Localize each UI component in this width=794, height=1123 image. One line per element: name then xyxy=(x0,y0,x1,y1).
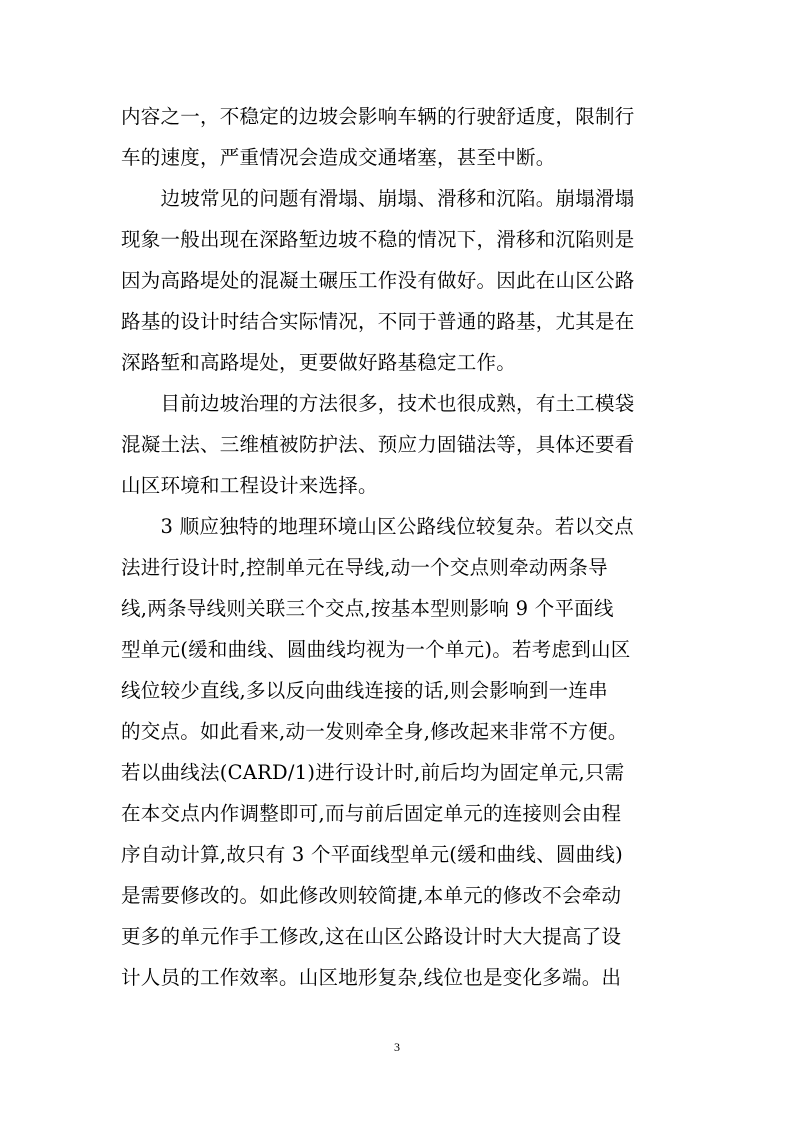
text-line: 3 顺应独特的地理环境山区公路线位较复杂。若以交点 xyxy=(121,515,634,538)
text-line: 线位较少直线,多以反向曲线连接的话,则会影响到一连串 xyxy=(121,679,608,702)
text-line: 更多的单元作手工修改,这在山区公路设计时大大提高了设 xyxy=(121,925,622,948)
text-line: 车的速度，严重情况会造成交通堵塞，甚至中断。 xyxy=(121,146,556,169)
text-line: 若以曲线法(CARD/1)进行设计时,前后均为固定单元,只需 xyxy=(121,761,625,784)
text-line: 是需要修改的。如此修改则较简捷,本单元的修改不会牵动 xyxy=(121,884,622,907)
text-line: 内容之一，不稳定的边坡会影响车辆的行驶舒适度，限制行 xyxy=(121,105,635,128)
text-line: 深路堑和高路堤处，更要做好路基稳定工作。 xyxy=(121,351,517,374)
text-line: 线,两条导线则关联三个交点,按基本型则影响 9 个平面线 xyxy=(121,597,614,620)
text-line: 山区环境和工程设计来选择。 xyxy=(121,474,378,497)
text-line: 边坡常见的问题有滑塌、崩塌、滑移和沉陷。崩塌滑塌 xyxy=(121,187,635,210)
text-line: 混凝土法、三维植被防护法、预应力固锚法等，具体还要看 xyxy=(121,433,635,456)
text-line: 因为高路堤处的混凝土碾压工作没有做好。因此在山区公路 xyxy=(121,269,635,292)
body-text xyxy=(121,98,674,1000)
page-number: 3 xyxy=(394,1040,400,1054)
text-line: 型单元(缓和曲线、圆曲线均视为一个单元)。若考虑到山区 xyxy=(121,638,631,661)
text-line: 计人员的工作效率。山区地形复杂,线位也是变化多端。出 xyxy=(121,966,622,989)
text-line: 现象一般出现在深路堑边坡不稳的情况下，滑移和沉陷则是 xyxy=(121,228,635,251)
text-line: 在本交点内作调整即可,而与前后固定单元的连接则会由程 xyxy=(121,802,622,825)
text-line: 序自动计算,故只有 3 个平面线型单元(缓和曲线、圆曲线) xyxy=(121,843,623,866)
text-line: 法进行设计时,控制单元在导线,动一个交点则牵动两条导 xyxy=(121,556,608,579)
text-line: 路基的设计时结合实际情况，不同于普通的路基，尤其是在 xyxy=(121,310,635,333)
text-line: 的交点。如此看来,动一发则牵全身,修改起来非常不方便。 xyxy=(121,720,628,743)
text-line: 目前边坡治理的方法很多，技术也很成熟，有土工模袋 xyxy=(121,392,635,415)
